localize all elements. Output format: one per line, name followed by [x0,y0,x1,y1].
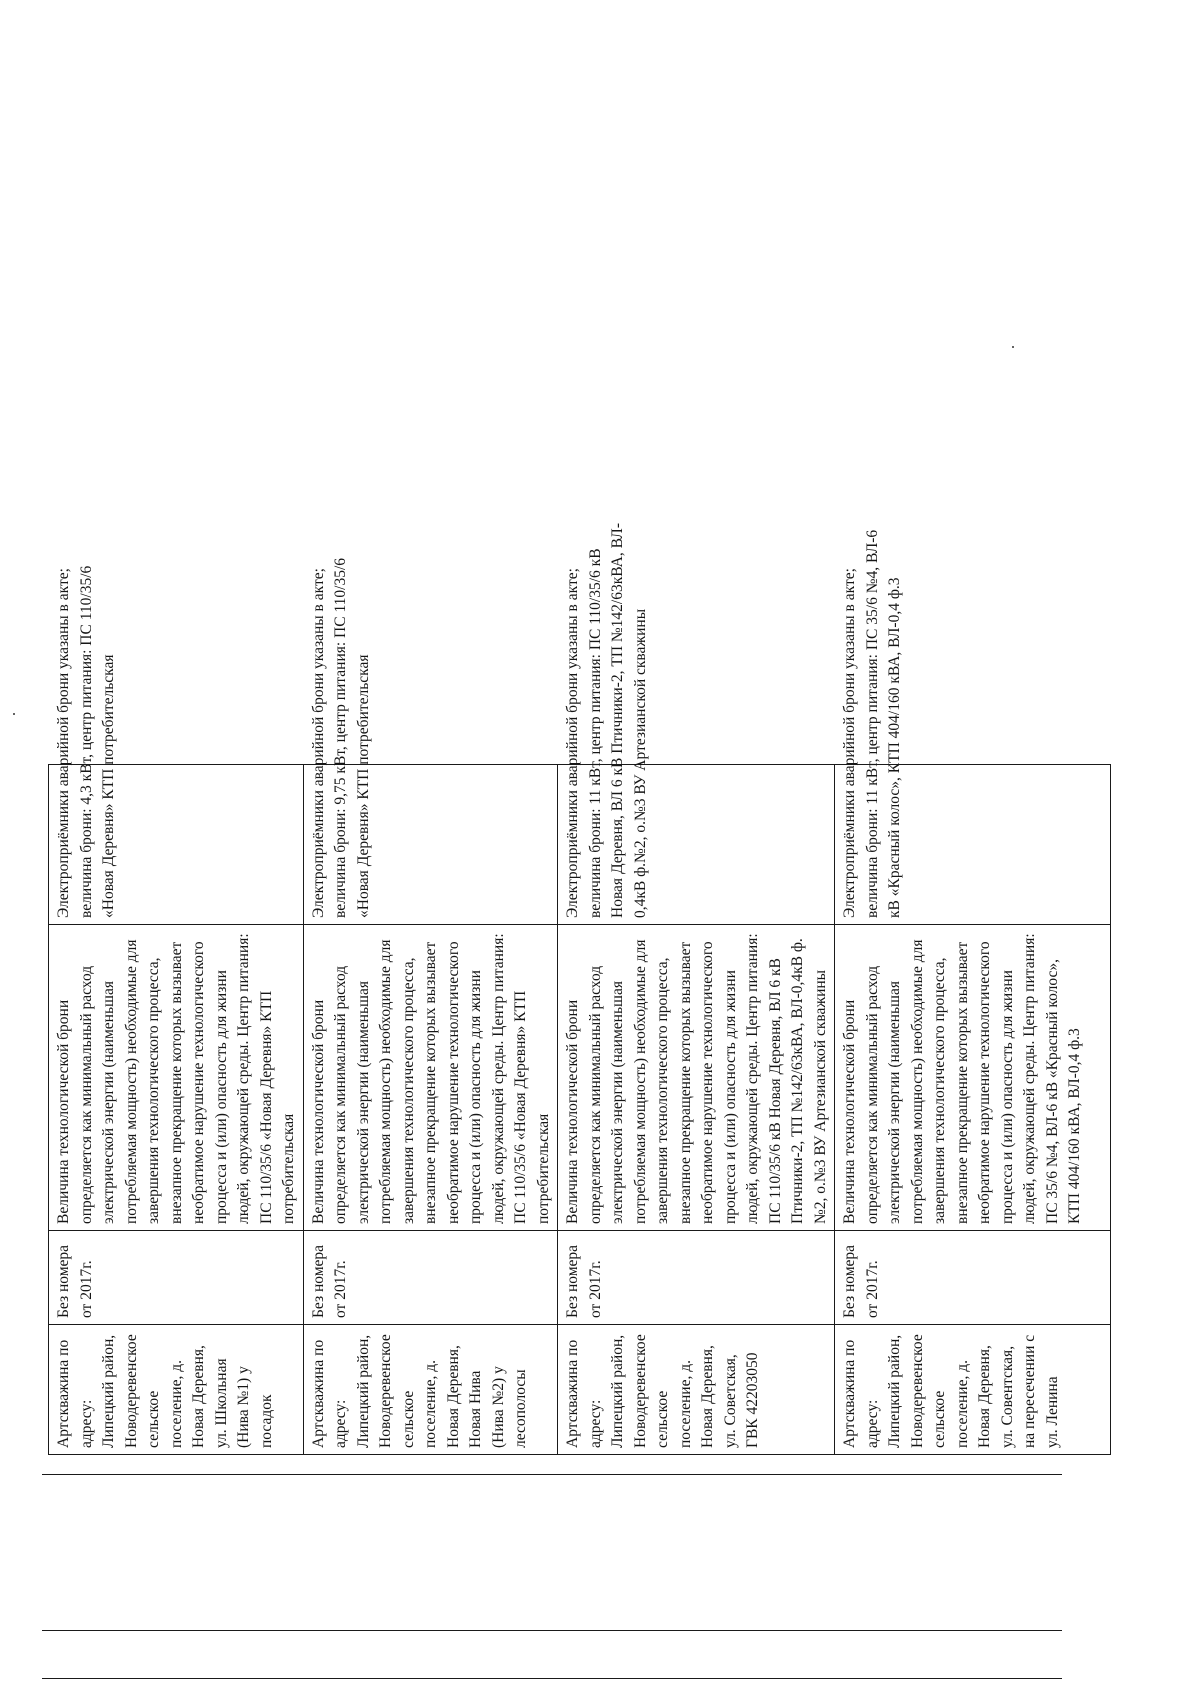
emergency-line: «Новая Деревня» КТП потребительская [354,654,372,918]
emergency-line: 0,4кВ ф.№2, о.№3 ВУ Артезианской скважины [631,608,649,918]
scan-speck [13,713,15,715]
cell-act: Без номера от 2017г. [49,1231,304,1325]
cell-emergency-reserve [303,558,558,925]
emergency-line: величина брони: 11 кВт, центр питания: ПС 110/35/6 кВ [586,548,604,918]
cell-act: Без номера от 2017г. [835,1231,1111,1325]
emergency-line: величина брони: 9,75 кВт, центр питания: ПС 110/35/6 [332,558,349,918]
cell-tech-reserve: Величина технологической брони определяется как минимальный расход электрической энергии (наименьшая потребляемая мощность) необходимые для завершения технологического процесса, внезапное прекращение которых вызывает необратимое нарушение технологического процесса и (или) опасность для жизни людей, окружающей среды. Центр питания: ПС 35/6 №4, ВЛ-6 кВ «Красный колос», КТП 404/160 кВА, ВЛ-0,4 ф.3 [835,925,1111,1231]
emergency-line: Электроприёмники аварийной брони указаны в акте; [55,568,72,918]
cell-object: Артскважина по адресу: Липецкий район, Новодеревенское сельское поселение, д. Новая Деревня, ул. Советская, ГВК 42203050 [558,1325,835,1455]
horizontal-rule [42,1630,1062,1631]
emergency-line: Электроприёмники аварийной брони указаны в акте; [564,568,581,918]
emergency-line: Электроприёмники аварийной брони указаны в акте; [309,568,327,918]
cell-emergency-reserve [558,523,835,925]
cell-act: Без номера от 2017г. [303,1231,558,1325]
emergency-line: Новая Деревня, ВЛ 6 кВ Птичники-2, ТП №142/63кВА, ВЛ- [609,523,626,918]
cell-object: Артскважина по адресу: Липецкий район, Новодеревенское сельское поселение, д. Новая Деревня, ул. Совентская, на пересечении с ул. Ленина [835,1325,1111,1455]
cell-object: Артскважина по адресу: Липецкий район, Новодеревенское сельское поселение, д. Новая Деревня, Новая Нива (Нива №2) у лесополосы [303,1325,558,1455]
emergency-line: кВ «Красный колос», КТП 404/160 кВА, ВЛ-0,4 ф.3 [886,577,903,918]
reservation-table [48,523,1111,1455]
cell-emergency-reserve [49,565,304,925]
emergency-line: величина брони: 4,3 кВт, центр питания: ПС 110/35/6 [77,565,95,918]
scan-speck [1012,346,1014,348]
rotated-table-block [48,40,1083,1455]
emergency-line: величина брони: 11 кВт, центр питания: ПС 35/6 №4, ВЛ-6 [863,529,881,918]
cell-tech-reserve: Величина технологической брони определяется как минимальный расход электрической энергии (наименьшая потребляемая мощность) необходимые для завершения технологического процесса, внезапное прекращение которых вызывает необратимое нарушение технологического процесса и (или) опасность для жизни людей, окружающей среды. Центр питания: ПС 110/35/6 «Новая Деревня» КТП потребительская [303,925,558,1231]
table-row [49,765,304,1455]
horizontal-rule [42,1474,1062,1475]
horizontal-rule [42,1678,1062,1679]
table-row [835,765,1111,1455]
cell-act: Без номера от 2017г. [558,1231,835,1325]
table-row [303,765,558,1455]
cell-object: Артскважина по адресу: Липецкий район, Новодеревенское сельское поселение, д. Новая Деревня, ул. Школьная (Нива №1) у посадок [49,1325,304,1455]
table-row [558,765,835,1455]
cell-emergency-reserve [835,529,1111,925]
cell-tech-reserve: Величина технологической брони определяется как минимальный расход электрической энергии (наименьшая потребляемая мощность) необходимые для завершения технологического процесса, внезапное прекращение которых вызывает необратимое нарушение технологического процесса и (или) опасность для жизни людей, окружающей среды. Центр питания: ПС 110/35/6 «Новая Деревня» КТП потребительская [49,925,304,1231]
emergency-line: Электроприёмники аварийной брони указаны в акте; [841,568,858,918]
emergency-line: «Новая Деревня» КТП потребительская [100,654,117,918]
cell-tech-reserve: Величина технологической брони определяется как минимальный расход электрической энергии (наименьшая потребляемая мощность) необходимые для завершения технологического процесса, внезапное прекращение которых вызывает необратимое нарушение технологического процесса и (или) опасность для жизни людей, окружающей среды. Центр питания: ПС 110/35/6 кВ Новая Деревня, ВЛ 6 кВ Птичники-2, ТП №142/63кВА, ВЛ-0,4кВ ф.№2, о.№3 ВУ Артезианской скважины [558,925,835,1231]
